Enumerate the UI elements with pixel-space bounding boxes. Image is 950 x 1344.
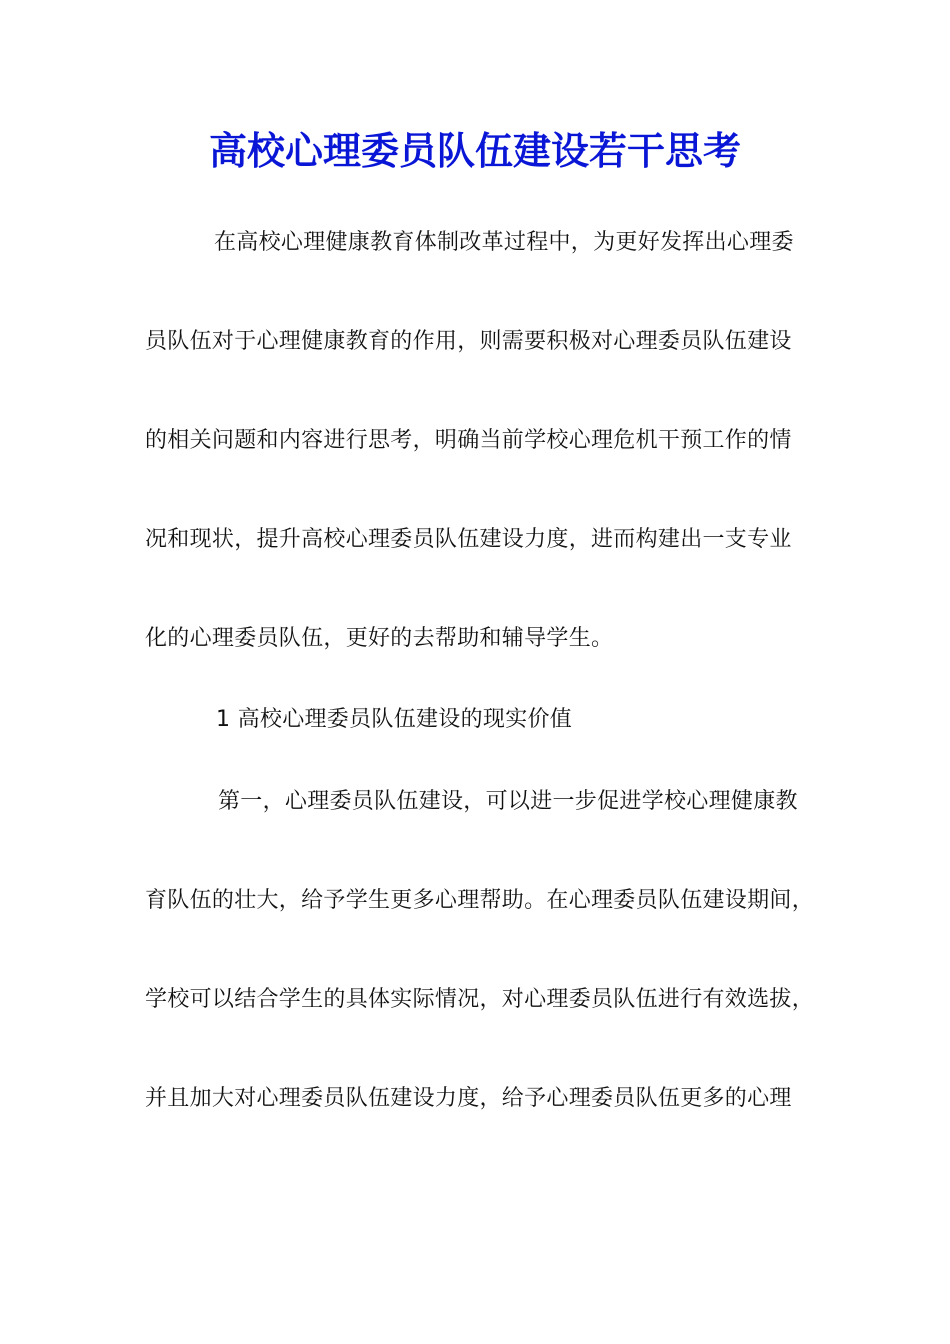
paragraph-line: 在高校心理健康教育体制改革过程中，为更好发挥出心理委 <box>214 230 794 255</box>
paragraph-line: 育队伍的壮大，给予学生更多心理帮助。在心理委员队伍建设期间， <box>145 888 815 913</box>
paragraph-line: 第一，心理委员队伍建设，可以进一步促进学校心理健康教 <box>218 789 798 814</box>
paragraph-line: 学校可以结合学生的具体实际情况，对心理委员队伍进行有效选拔， <box>145 987 815 1012</box>
paragraph-line: 况和现状，提升高校心理委员队伍建设力度，进而构建出一支专业 <box>145 527 792 552</box>
paragraph-line: 的相关问题和内容进行思考，明确当前学校心理危机干预工作的情 <box>145 428 792 453</box>
paragraph-line: 化的心理委员队伍，更好的去帮助和辅导学生。 <box>145 626 614 651</box>
section-heading: 1 高校心理委员队伍建设的现实价值 <box>216 707 573 732</box>
paragraph-line: 员队伍对于心理健康教育的作用，则需要积极对心理委员队伍建设 <box>145 329 792 354</box>
paragraph-line: 并且加大对心理委员队伍建设力度，给予心理委员队伍更多的心理 <box>145 1086 792 1111</box>
document-title: 高校心理委员队伍建设若干思考 <box>208 128 741 173</box>
